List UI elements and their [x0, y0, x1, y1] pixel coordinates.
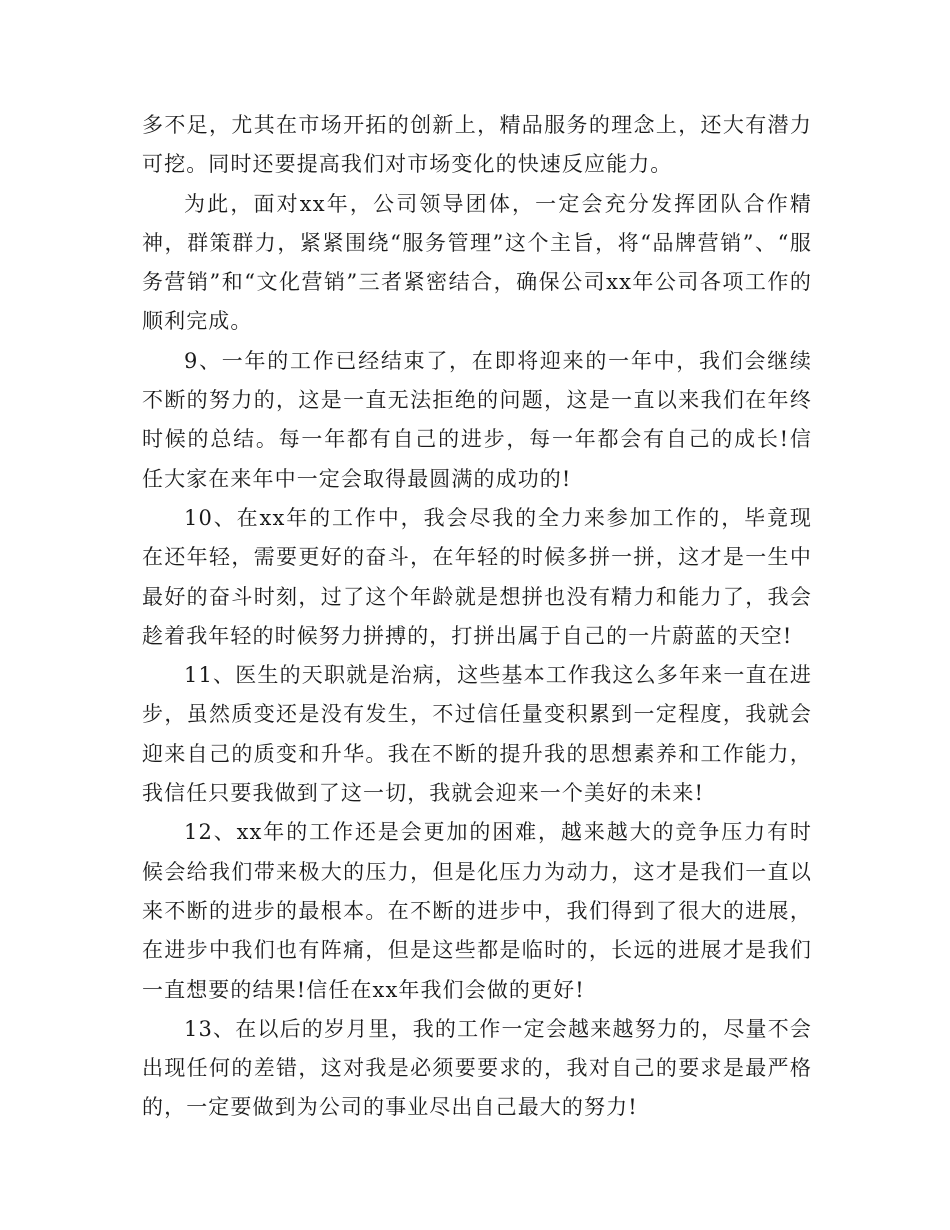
paragraph-item-13: 13、在以后的岁月里，我的工作一定会越来越努力的，尽量不会出现任何的差错，这对我是必须要要求的，我对自己的要求是最严格的，一定要做到为公司的事业尽出自己最大的努力! [142, 1016, 812, 1120]
paragraph-item-10: 10、在xx年的工作中，我会尽我的全力来参加工作的，毕竟现在还年轻，需要更好的奋斗，在年轻的时候多拼一拼，这才是一生中最好的奋斗时刻，过了这个年龄就是想拼也没有精力和能力了，我会趁着我年轻的时候努力拼搏的，打拼出属于自己的一片蔚蓝的天空! [142, 505, 812, 648]
paragraph-item-12: 12、xx年的工作还是会更加的困难，越来越大的竞争压力有时候会给我们带来极大的压力，但是化压力为动力，这才是我们一直以来不断的进步的最根本。在不断的进步中，我们得到了很大的进展，在进步中我们也有阵痛，但是这些都是临时的，长远的进展才是我们一直想要的结果!信任在xx年我们会做的更好! [142, 820, 812, 1002]
paragraph-continuation: 多不足，尤其在市场开拓的创新上，精品服务的理念上，还大有潜力可挖。同时还要提高我们对市场变化的快速反应能力。 [142, 113, 812, 177]
document-body [142, 106, 812, 1128]
paragraph-item-11: 11、医生的天职就是治病，这些基本工作我这么多年来一直在进步，虽然质变还是没有发生，不过信任量变积累到一定程度，我就会迎来自己的质变和升华。我在不断的提升我的思想素养和工作能力，我信任只要我做到了这一切，我就会迎来一个美好的未来! [142, 663, 812, 806]
paragraph-team-cooperation: 为此，面对xx年，公司领导团体，一定会充分发挥团队合作精神，群策群力，紧紧围绕“服务管理”这个主旨，将“品牌营销”、“服务营销”和“文化营销”三者紧密结合，确保公司xx年公司各项工作的顺利完成。 [142, 191, 812, 334]
paragraph-item-9: 9、一年的工作已经结束了，在即将迎来的一年中，我们会继续不断的努力的，这是一直无法拒绝的问题，这是一直以来我们在年终时候的总结。每一年都有自己的进步，每一年都会有自己的成长!信任大家在来年中一定会取得最圆满的成功的! [142, 348, 812, 491]
